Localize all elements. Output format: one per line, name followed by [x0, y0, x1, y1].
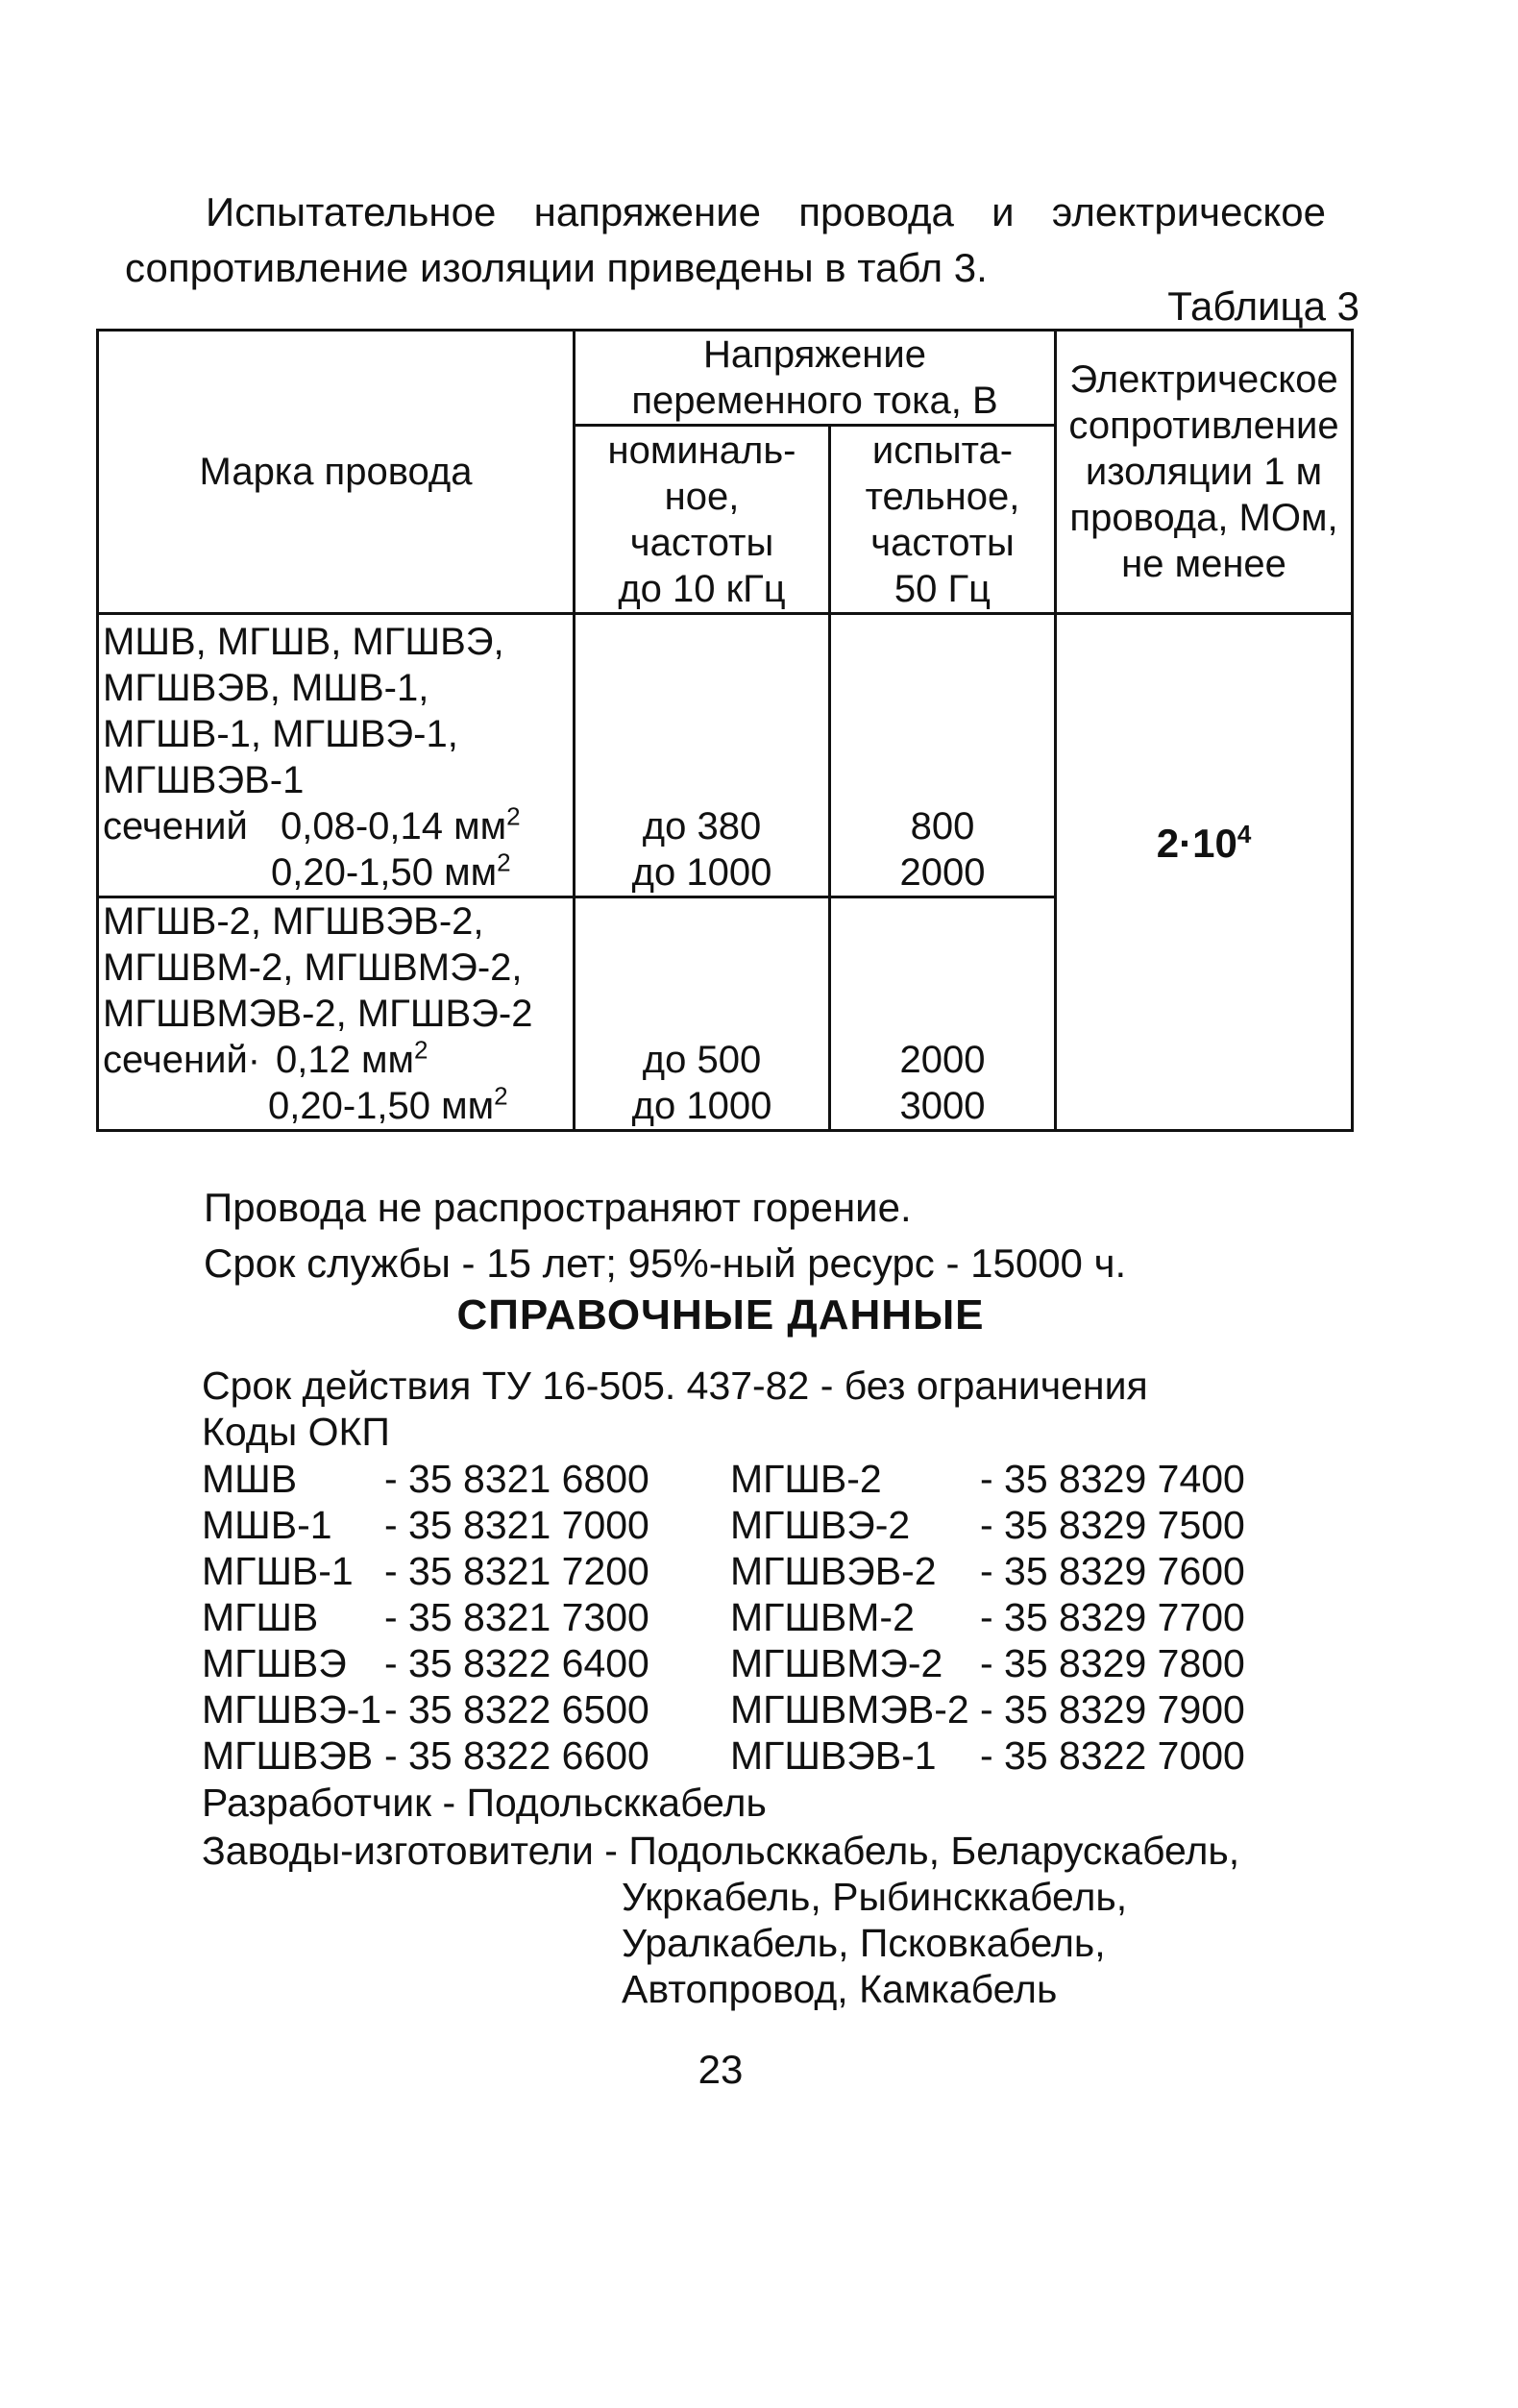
section-label: сечений — [103, 805, 248, 848]
group2-test — [830, 897, 1056, 1131]
code-row — [202, 1594, 1268, 1640]
code-brand: МГШВМЭВ-2 — [730, 1687, 969, 1732]
header-test-line: тельное, — [865, 475, 1020, 518]
code-brand: МГШВ-1 — [202, 1549, 354, 1593]
intro-word: провода — [798, 189, 954, 234]
brand-line: МГШВМ-2, МГШВМЭ-2, — [103, 946, 523, 989]
reference-line: Срок действия ТУ 16-505. 437-82 - без ограничения — [202, 1364, 1148, 1408]
code-row — [202, 1732, 1268, 1779]
header-voltage-line: Напряжение — [703, 333, 926, 376]
header-test-line: 50 Гц — [894, 567, 992, 610]
code-value: - 35 8321 7000 — [384, 1503, 649, 1547]
header-test — [830, 426, 1056, 614]
superscript: 2 — [497, 848, 511, 877]
header-nominal-line: до 10 кГц — [618, 567, 786, 610]
code-value: - 35 8329 7700 — [980, 1595, 1245, 1639]
section-value: 0,08-0,14 мм — [281, 805, 507, 848]
test-value: 800 — [910, 805, 975, 848]
section-value: 0,20-1,50 мм — [268, 1085, 495, 1127]
intro-word: и — [992, 189, 1015, 234]
intro-word: напряжение — [533, 189, 762, 234]
header-resistance — [1056, 331, 1353, 614]
code-row — [202, 1502, 1268, 1548]
code-brand: МГШВЭ — [202, 1641, 347, 1685]
brand-line: МГШВЭВ-1 — [103, 759, 305, 801]
header-voltage — [575, 331, 1056, 426]
section-row — [103, 803, 573, 849]
code-row — [202, 1640, 1268, 1686]
manufacturers-line: Автопровод, Камкабель — [622, 1967, 1058, 2011]
brand-line: МГШВ-2, МГШВЭВ-2, — [103, 900, 484, 943]
code-value: - 35 8329 7500 — [980, 1503, 1245, 1547]
brand-line: МГШВЭВ, МШВ-1, — [103, 667, 429, 709]
brand-line: МШВ, МГШВ, МГШВЭ, — [103, 621, 504, 663]
header-voltage-line: переменного тока, В — [631, 380, 998, 422]
brand-line: МГШВ-1, МГШВЭ-1, — [103, 713, 458, 755]
code-row — [202, 1548, 1268, 1594]
code-brand: МГШВЭВ — [202, 1733, 374, 1778]
code-value: - 35 8322 6400 — [384, 1641, 649, 1685]
code-brand: МГШВЭ-2 — [730, 1503, 911, 1547]
group2-brands — [98, 897, 575, 1131]
reference-info — [202, 1363, 1148, 1455]
developer-line: Разработчик - Подольсккабель — [202, 1781, 767, 1825]
section-row — [103, 849, 573, 896]
group1-nominal — [575, 614, 830, 897]
section-value: 0,12 мм — [276, 1039, 414, 1081]
manufacturers — [202, 1828, 1239, 2012]
header-brand — [98, 331, 575, 614]
code-brand: МГШВ — [202, 1595, 319, 1639]
okp-codes — [202, 1456, 1268, 1779]
code-value: - 35 8329 7800 — [980, 1641, 1245, 1685]
nominal-value: до 1000 — [631, 851, 772, 894]
header-resistance-line: Электрическое — [1069, 358, 1338, 401]
resistance-base: 2·10 — [1156, 820, 1237, 866]
header-nominal-line: номиналь- — [607, 429, 796, 472]
manufacturers-line: Заводы-изготовители - Подольсккабель, Беларускабель, — [202, 1829, 1240, 1873]
superscript: 2 — [494, 1081, 508, 1111]
code-value: - 35 8322 6500 — [384, 1687, 649, 1732]
superscript: 2 — [506, 801, 521, 831]
intro-word: электрическое — [1051, 189, 1326, 234]
header-nominal-line: ное, — [664, 475, 740, 518]
header-resistance-line: не менее — [1121, 543, 1286, 585]
manufacturers-line: Уралкабель, Псковкабель, — [622, 1921, 1106, 1965]
note-line: Провода не распространяют горение. — [204, 1185, 912, 1230]
reference-line: Коды ОКП — [202, 1410, 390, 1454]
header-brand-label: Марка провода — [199, 451, 473, 493]
code-value: - 35 8321 7300 — [384, 1595, 649, 1639]
code-value: - 35 8321 6800 — [384, 1457, 649, 1501]
code-brand: МШВ — [202, 1457, 298, 1501]
group2-nominal — [575, 897, 830, 1131]
section-row — [103, 1083, 573, 1129]
header-test-line: частоты — [870, 521, 1015, 564]
header-nominal — [575, 426, 830, 614]
brand-line: МГШВМЭВ-2, МГШВЭ-2 — [103, 993, 533, 1035]
section-heading: СПРАВОЧНЫЕ ДАННЫЕ — [456, 1291, 985, 1339]
nominal-value: до 500 — [642, 1039, 762, 1081]
nominal-value: до 380 — [642, 805, 762, 848]
code-value: - 35 8329 7600 — [980, 1549, 1245, 1593]
page-number: 23 — [698, 2047, 744, 2092]
group1-test — [830, 614, 1056, 897]
code-brand: МГШВ-2 — [730, 1457, 882, 1501]
superscript: 2 — [413, 1035, 428, 1065]
test-value: 2000 — [899, 851, 986, 894]
section-label: сечений· — [103, 1039, 261, 1081]
nominal-value: до 1000 — [631, 1085, 772, 1127]
manufacturers-line: Укркабель, Рыбинсккабель, — [622, 1875, 1128, 1919]
resistance-value — [1056, 614, 1353, 1131]
group1-brands — [98, 614, 575, 897]
code-brand: МГШВМ-2 — [730, 1595, 915, 1639]
resistance-exponent: 4 — [1236, 819, 1252, 848]
header-resistance-line: провода, МОм, — [1069, 497, 1338, 539]
code-brand: МШВ-1 — [202, 1503, 332, 1547]
spec-table — [96, 329, 1354, 1132]
section-row — [103, 1037, 573, 1083]
intro-line-2: сопротивление изоляции приведены в табл 3. — [125, 245, 988, 290]
code-value: - 35 8321 7200 — [384, 1549, 649, 1593]
section-value: 0,20-1,50 мм — [271, 851, 498, 894]
code-value: - 35 8329 7400 — [980, 1457, 1245, 1501]
header-nominal-line: частоты — [629, 521, 774, 564]
test-value: 3000 — [899, 1085, 986, 1127]
code-brand: МГШВЭВ-2 — [730, 1549, 937, 1593]
after-table-notes — [204, 1180, 1126, 1291]
header-resistance-line: сопротивление — [1068, 405, 1339, 447]
intro-line-1 — [125, 184, 1326, 240]
code-value: - 35 8322 7000 — [980, 1733, 1245, 1778]
code-row — [202, 1456, 1268, 1502]
table-caption: Таблица 3 — [1167, 283, 1359, 329]
code-brand: МГШВЭ-1 — [202, 1687, 382, 1732]
code-row — [202, 1686, 1268, 1732]
code-brand: МГШВЭВ-1 — [730, 1733, 937, 1778]
note-line: Срок службы - 15 лет; 95%-ный ресурс - 15000 ч. — [204, 1241, 1127, 1286]
header-test-line: испыта- — [871, 429, 1014, 472]
code-value: - 35 8322 6600 — [384, 1733, 649, 1778]
code-brand: МГШВМЭ-2 — [730, 1641, 943, 1685]
test-value: 2000 — [899, 1039, 986, 1081]
header-resistance-line: изоляции 1 м — [1085, 451, 1323, 493]
code-value: - 35 8329 7900 — [980, 1687, 1245, 1732]
intro-word: Испытательное — [206, 189, 497, 234]
